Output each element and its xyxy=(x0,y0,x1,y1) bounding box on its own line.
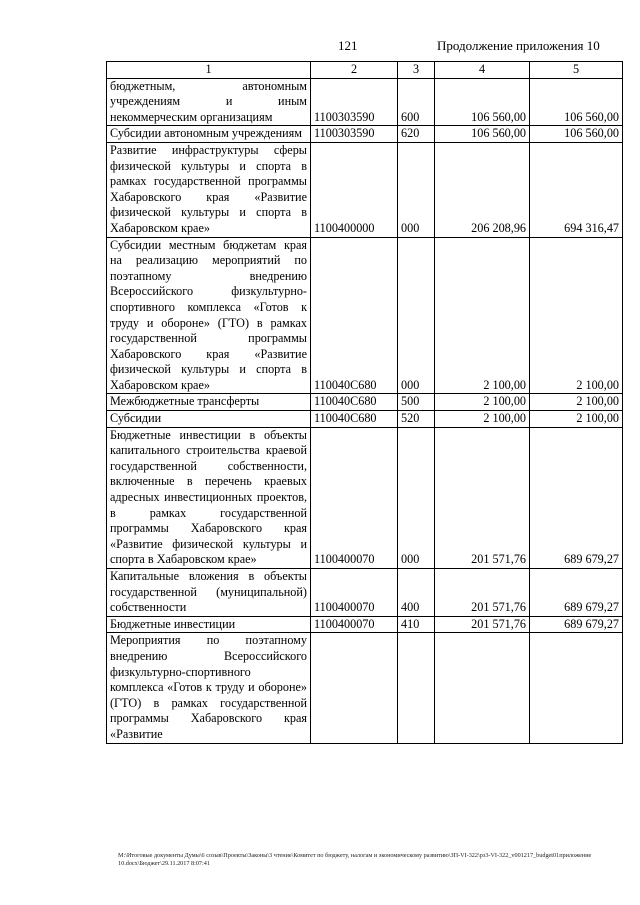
row-value-col4-cell: 106 560,00 xyxy=(435,78,530,126)
row-code-cell: 1100400070 xyxy=(311,616,398,633)
column-header-4: 4 xyxy=(435,62,530,79)
table-row xyxy=(107,616,623,633)
row-value-col5-cell xyxy=(530,633,623,743)
row-code-cell: 110040С680 xyxy=(311,237,398,394)
row-value-col4-cell: 106 560,00 xyxy=(435,126,530,143)
row-value-col5-cell: 2 100,00 xyxy=(530,394,623,411)
row-value-col5-cell: 694 316,47 xyxy=(530,142,623,237)
row-type-cell: 000 xyxy=(398,237,435,394)
row-type-cell: 000 xyxy=(398,427,435,568)
column-header-3: 3 xyxy=(398,62,435,79)
row-name-cell: Субсидии местным бюджетам края на реализацию мероприятий по поэтапному внедрению Всероссийского физкультурно-спортивного комплекса «Готов к труду и обороне» (ГТО) в рамках государственной программы Хабаровского края «Развитие физической культуры и спорта в Хабаровском крае» xyxy=(107,237,311,394)
row-type-cell: 500 xyxy=(398,394,435,411)
row-name-cell: Межбюджетные трансферты xyxy=(107,394,311,411)
column-header-5: 5 xyxy=(530,62,623,79)
row-code-cell: 1100400000 xyxy=(311,142,398,237)
row-value-col4-cell: 2 100,00 xyxy=(435,394,530,411)
page-number: 121 xyxy=(338,38,358,53)
row-code-cell: 1100303590 xyxy=(311,126,398,143)
row-value-col4-cell: 201 571,76 xyxy=(435,616,530,633)
row-name-cell: Бюджетные инвестиции в объекты капитального строительства краевой государственной собственности, включенные в перечень краевых адресных инвестиционных проектов, в рамках государственной программы Хабаровского края «Развитие физической культуры и спорта в Хабаровском крае» xyxy=(107,427,311,568)
row-code-cell: 1100400070 xyxy=(311,427,398,568)
column-header-2: 2 xyxy=(311,62,398,79)
row-type-cell: 520 xyxy=(398,411,435,428)
table-header-row xyxy=(107,62,623,79)
budget-table xyxy=(106,61,623,744)
table-row xyxy=(107,633,623,743)
row-value-col4-cell: 2 100,00 xyxy=(435,237,530,394)
table-row xyxy=(107,142,623,237)
row-name-cell: бюджетным, автономным учреждениям и иным некоммерческим организациям xyxy=(107,78,311,126)
row-value-col4-cell: 2 100,00 xyxy=(435,411,530,428)
table-row xyxy=(107,126,623,143)
page-caption: Продолжение приложения 10 xyxy=(437,38,600,53)
row-code-cell: 1100400070 xyxy=(311,569,398,617)
row-name-cell: Субсидии автономным учреждениям xyxy=(107,126,311,143)
row-value-col5-cell: 2 100,00 xyxy=(530,411,623,428)
row-value-col4-cell xyxy=(435,633,530,743)
table-row xyxy=(107,427,623,568)
row-value-col5-cell: 106 560,00 xyxy=(530,126,623,143)
table-row xyxy=(107,394,623,411)
file-path-footer: М:\Итоговые документы Думы\6 созыв\Проекты\Законы\3 чтение\Комитет по бюджету, налогам и экономическому развитию\ЗП-VI-322\рз3-VI-322_v001217_budget01приложение 10.docx\Бюджет\29.11.2017 8:07:41 xyxy=(118,852,592,867)
row-type-cell: 400 xyxy=(398,569,435,617)
table-row xyxy=(107,569,623,617)
row-type-cell xyxy=(398,633,435,743)
row-code-cell xyxy=(311,633,398,743)
column-header-1: 1 xyxy=(107,62,311,79)
table-row xyxy=(107,411,623,428)
row-name-cell: Капитальные вложения в объекты государственной (муниципальной) собственности xyxy=(107,569,311,617)
row-name-cell: Бюджетные инвестиции xyxy=(107,616,311,633)
row-value-col5-cell: 106 560,00 xyxy=(530,78,623,126)
row-name-cell: Мероприятия по поэтапному внедрению Всероссийского физкультурно-спортивного комплекса «Готов к труду и обороне» (ГТО) в рамках государственной программы Хабаровского края «Развитие xyxy=(107,633,311,743)
row-value-col5-cell: 689 679,27 xyxy=(530,427,623,568)
row-code-cell: 1100303590 xyxy=(311,78,398,126)
table-row xyxy=(107,237,623,394)
row-value-col4-cell: 201 571,76 xyxy=(435,427,530,568)
row-value-col5-cell: 2 100,00 xyxy=(530,237,623,394)
row-name-cell: Развитие инфраструктуры сферы физической культуры и спорта в рамках государственной программы Хабаровского края «Развитие физической культуры и спорта в Хабаровском крае» xyxy=(107,142,311,237)
row-code-cell: 110040С680 xyxy=(311,411,398,428)
table-row xyxy=(107,78,623,126)
row-name-cell: Субсидии xyxy=(107,411,311,428)
row-type-cell: 410 xyxy=(398,616,435,633)
row-value-col5-cell: 689 679,27 xyxy=(530,616,623,633)
row-value-col4-cell: 201 571,76 xyxy=(435,569,530,617)
row-type-cell: 000 xyxy=(398,142,435,237)
row-value-col5-cell: 689 679,27 xyxy=(530,569,623,617)
row-value-col4-cell: 206 208,96 xyxy=(435,142,530,237)
row-code-cell: 110040С680 xyxy=(311,394,398,411)
row-type-cell: 620 xyxy=(398,126,435,143)
row-type-cell: 600 xyxy=(398,78,435,126)
